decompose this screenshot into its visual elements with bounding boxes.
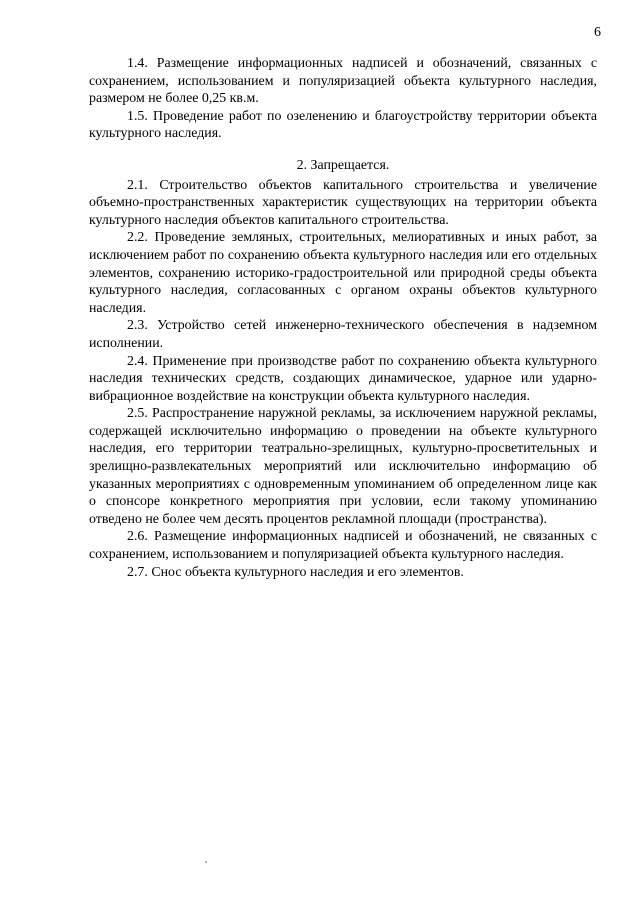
clause-text: Строительство объектов капитального строительства и увеличение объемно-пространственных характеристик существующих на территории объекта культурного наследия объектов капитального строительства. [89,177,597,228]
clause-number: 2.7. [127,564,148,580]
clause-number: 2.6. [127,529,148,545]
clause-1-5 [89,108,597,143]
clause-text: Распространение наружной рекламы, за исключением наружной рекламы, содержащей исключительно информацию о проведении на объекте культурного наследия, его территории театрально-зрелищных, культурно-просветительных и зрелищно-развлекательных мероприятий или исключительно информацию об указанных мероприятиях с одновременным упоминанием об определенном лице как о спонсоре конкретного мероприятия при условии, если такому упоминанию отведено не более чем десять процентов рекламной площади (пространства). [89,406,597,527]
clause-number: 2.2. [127,230,148,246]
clause-number: 2.5. [127,406,148,422]
clause-2-3 [89,317,597,352]
section-heading: 2. Запрещается. [296,157,390,173]
clause-2-5 [89,405,597,528]
page-number: 6 [594,25,601,40]
clause-2-6 [89,528,597,563]
clause-text: Проведение земляных, строительных, мелиоративных и иных работ, за исключением работ по сохранению объекта культурного наследия или его отдельных элементов, сохранению историко-градостроительной или природной среды объекта культурного наследия, согласованных с органом охраны объектов культурного наследия. [89,230,597,316]
clause-number: 1.4. [127,56,148,71]
clause-1-4 [89,55,597,108]
clause-text: Размещение информационных надписей и обозначений, не связанных с сохранением, использованием и популяризацией объекта культурного наследия. [89,529,597,563]
clause-number: 1.5. [127,108,148,124]
clause-2-4 [89,353,597,406]
clause-number: 2.3. [127,318,148,334]
clause-text: Снос объекта культурного наследия и его элементов. [151,564,464,580]
clause-2-1 [89,177,597,230]
clause-number: 2.1. [127,177,148,193]
clause-text: Применение при производстве работ по сохранению объекта культурного наследия технических средств, создающих динамическое, ударное или ударно-вибрационное воздействие на конструкции объекта культурного наследия. [89,353,597,404]
document-body [89,55,597,581]
clause-2-7 [89,564,597,582]
scan-artifact-dot [205,861,207,863]
clause-text: Устройство сетей инженерно-технического обеспечения в надземном исполнении. [89,318,597,351]
clause-2-2 [89,229,597,317]
clause-text: Проведение работ по озеленению и благоустройству территории объекта культурного наследия. [89,108,597,142]
clause-number: 2.4. [127,353,148,369]
clause-text: Размещение информационных надписей и обозначений, связанных с сохранением, использованием и популяризацией объекта культурного наследия, размером не более 0,25 кв.м. [89,56,597,107]
